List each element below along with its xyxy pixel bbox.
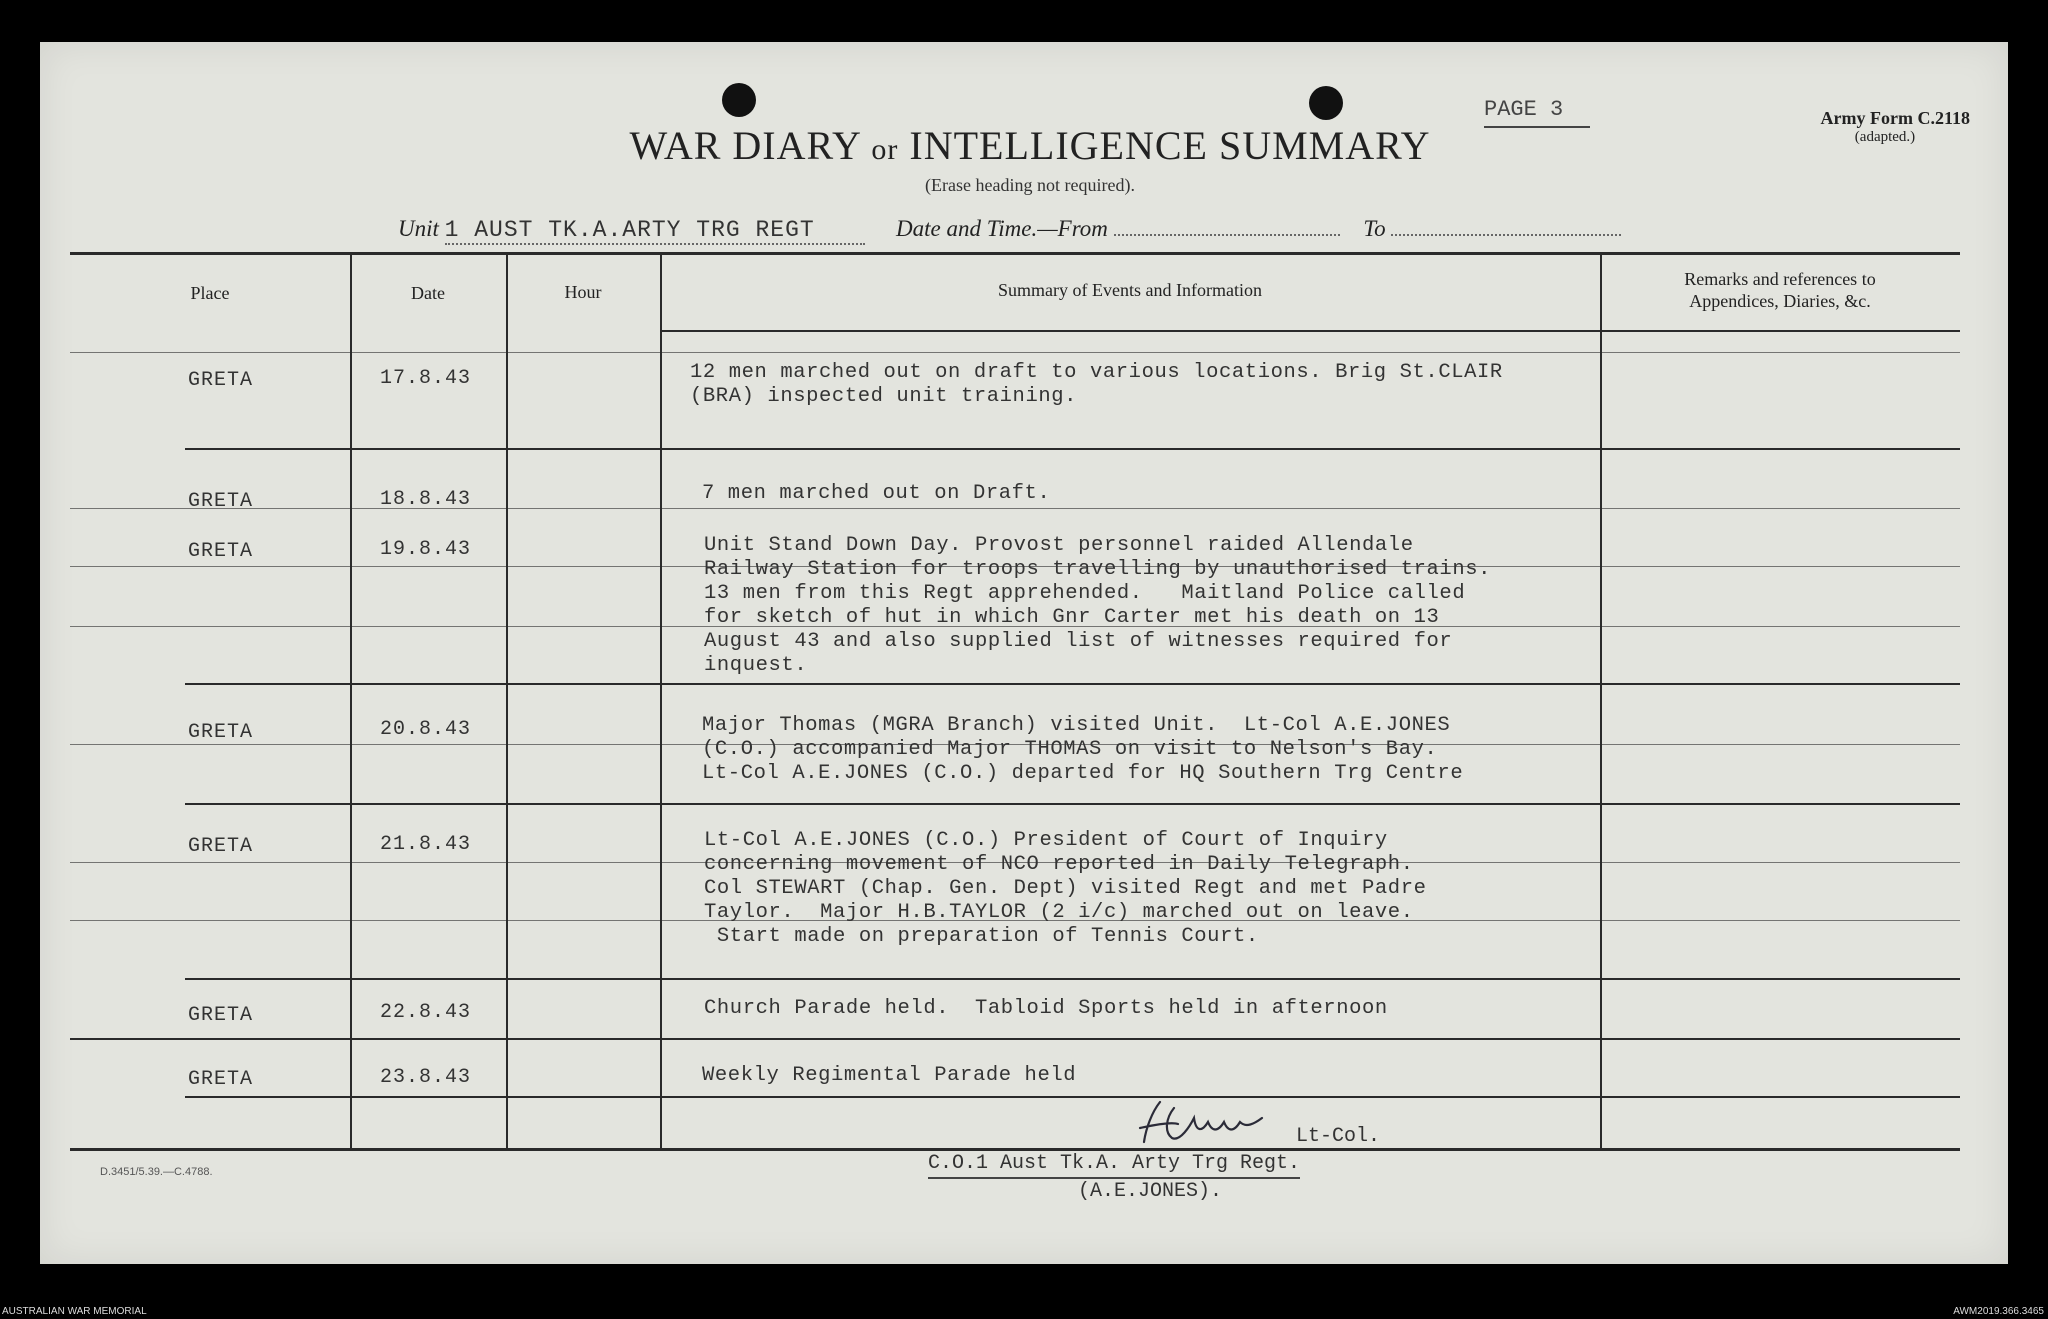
entry-divider [185,448,1960,450]
army-form-id [1740,108,1970,146]
summary-line: concerning movement of NCO reported in Daily Telegraph. [704,853,1414,876]
title-intelligence-summary: INTELLIGENCE SUMMARY [909,123,1431,168]
entry-summary [702,482,1050,506]
summary-line: inquest. [704,654,808,677]
entry-summary [704,997,1388,1021]
entry-divider [185,978,1960,980]
entry-place: GRETA [188,835,254,858]
table-top-rule [70,252,1960,255]
entry-divider [70,1038,1960,1040]
summary-line: (C.O.) accompanied Major THOMAS on visit to Nelson's Bay. [702,738,1438,761]
unit-field [398,216,865,245]
summary-line: for sketch of hut in which Gnr Carter met his death on 13 [704,606,1440,629]
form-title [600,122,1460,169]
entry-place: GRETA [188,721,254,744]
col-divider-date [506,252,508,1150]
col-header-remarks-line1: Remarks and references to [1684,269,1876,289]
entry-place: GRETA [188,1004,254,1027]
summary-line: Church Parade held. Tabloid Sports held in afternoon [704,997,1388,1020]
signature-scribble [1138,1098,1268,1150]
entry-divider [185,1096,1960,1098]
date-time-field [896,216,1621,242]
entry-summary [702,1064,1076,1088]
row-rule [70,508,1960,509]
footer-accession-number: AWM2019.366.3465 [1953,1306,2044,1317]
summary-line: 13 men from this Regt apprehended. Maitland Police called [704,582,1466,605]
date-time-from-label: Date and Time.—From [896,216,1108,241]
summary-line: 7 men marched out on Draft. [702,482,1051,505]
summary-line: Major Thomas (MGRA Branch) visited Unit. Lt-Col A.E.JONES [702,714,1451,737]
date-from-blank [1114,234,1340,236]
col-divider-place [350,252,352,1150]
summary-line: Taylor. Major H.B.TAYLOR (2 i/c) marched out on leave. [704,901,1414,924]
entry-date: 20.8.43 [380,718,472,741]
signatory-name: (A.E.JONES). [1078,1180,1223,1203]
summary-line: August 43 and also supplied list of witnesses required for [704,630,1453,653]
entry-date: 23.8.43 [380,1066,472,1089]
entry-divider [185,803,1960,805]
table-bottom-rule [70,1148,1960,1151]
col-header-remarks [1600,268,1960,312]
form-subtitle: (Erase heading not required). [925,175,1135,195]
army-form-adapted: (adapted.) [1854,129,1916,145]
summary-line: Unit Stand Down Day. Provost personnel raided Allendale [704,534,1414,557]
summary-line: Col STEWART (Chap. Gen. Dept) visited Regt and met Padre [704,877,1427,900]
title-or: or [871,133,899,166]
entry-place: GRETA [188,369,254,392]
entry-date: 22.8.43 [380,1001,472,1024]
col-header-place: Place [190,283,230,303]
footer-credit: AUSTRALIAN WAR MEMORIAL [2,1306,147,1317]
unit-value: 1 AUST TK.A.ARTY TRG REGT [445,217,865,245]
summary-line: (BRA) inspected unit training. [690,385,1078,408]
entry-date: 21.8.43 [380,833,472,856]
header-rule [660,330,1960,332]
summary-line: Weekly Regimental Parade held [702,1064,1077,1087]
entry-summary [704,534,1491,678]
entry-place: GRETA [188,490,254,513]
entry-date: 19.8.43 [380,538,472,561]
unit-label: Unit [398,216,439,241]
date-to-label: To [1363,216,1386,241]
entry-place: GRETA [188,1068,254,1091]
entry-summary [690,361,1503,409]
entry-summary [704,829,1427,949]
signatory-position: C.O.1 Aust Tk.A. Arty Trg Regt. [928,1152,1300,1179]
summary-line: Lt-Col A.E.JONES (C.O.) President of Court of Inquiry [704,829,1388,852]
col-header-hour: Hour [564,282,602,302]
summary-line: Start made on preparation of Tennis Court. [704,925,1259,948]
entry-summary [702,714,1463,786]
row-rule [70,352,1960,353]
col-divider-summary [1600,252,1602,1150]
col-header-summary: Summary of Events and Information [998,280,1262,300]
col-header-date: Date [411,283,445,303]
page-number: PAGE 3 [1484,97,1590,128]
print-code: D.3451/5.39.—C.4788. [100,1166,213,1178]
date-to-blank [1391,234,1621,236]
army-form-number: Army Form C.2118 [1820,108,1970,128]
entry-place: GRETA [188,540,254,563]
summary-line: 12 men marched out on draft to various locations. Brig St.CLAIR [690,361,1503,384]
entry-date: 17.8.43 [380,367,472,390]
entry-divider [185,683,1960,685]
summary-line: Railway Station for troops travelling by unauthorised trains. [704,558,1492,581]
col-header-remarks-line2: Appendices, Diaries, &c. [1689,291,1871,311]
summary-line: Lt-Col A.E.JONES (C.O.) departed for HQ Southern Trg Centre [702,762,1464,785]
title-war-diary: WAR DIARY [629,123,861,168]
entry-date: 18.8.43 [380,488,472,511]
signatory-rank: Lt-Col. [1296,1125,1381,1148]
col-divider-hour [660,252,662,1150]
punch-hole-right [1309,86,1343,120]
punch-hole-left [722,83,756,117]
